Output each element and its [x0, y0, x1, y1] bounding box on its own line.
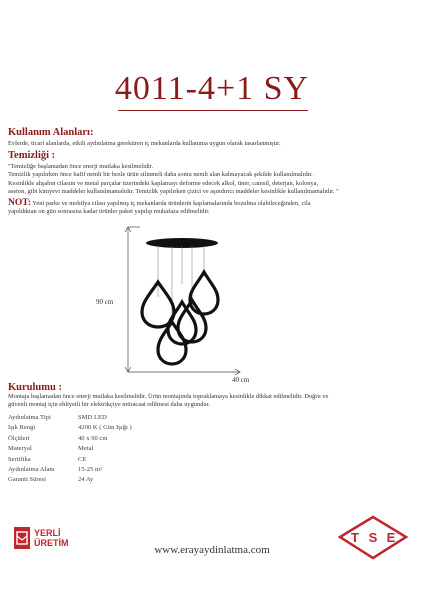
spec-key: Ölçüleri [8, 434, 30, 442]
usage-text: Evlerde, ticari alanlarda, etkili aydınlatma gerektiren iç mekanlarda kullanıma uygun olarak tasarlanmıştır. [8, 140, 281, 147]
tse-letter: S [368, 530, 378, 545]
note-text-2: yapıldıktan on gün sonrasına kadar ürünler paket yapılıp muhafaza edilmelidir. [8, 208, 210, 216]
spec-key: Garanti Süresi [8, 476, 46, 484]
teardrop-ring [190, 272, 218, 314]
width-dimension-line [128, 369, 240, 375]
spec-row [8, 475, 198, 485]
cleaning-line: aseton, gibi kimyevi maddeler kullanılmamalıdır. Temizlik yapılırken çizici ve aşındırıcı maddeler kesinlikle kullanılmamalıdır. " [8, 188, 339, 196]
product-drawing [120, 222, 320, 382]
spec-row [8, 434, 198, 444]
spec-value: 15-25 m² [78, 466, 103, 474]
spec-value: 24 Ay [78, 476, 94, 484]
width-label: 40 cm [232, 376, 250, 384]
cleaning-heading: Temizliği : [8, 150, 56, 161]
spec-row [8, 465, 198, 475]
spec-value: CE [78, 455, 87, 463]
spec-row [8, 413, 198, 423]
install-heading: Kurulumu : [8, 382, 62, 393]
cleaning-text [8, 163, 416, 197]
note-text: Yeni parke ve mobilya cilası yapılmış iç mekanlarda ürünlerin kaplamalarında bozulma olabileceğinden, cila [32, 200, 311, 207]
note-block [8, 199, 416, 217]
note-heading: NOT: [8, 198, 32, 208]
product-title: 4011-4+1 SY [114, 70, 310, 107]
cleaning-line: Temizlik yapılırken önce hafif nemli bir bezle ürün silinmeli daha sonra nemli alan kalmayacak şekilde kullanılmalıdır. [8, 171, 313, 179]
tse-letter: T [351, 530, 359, 545]
spec-row [8, 423, 198, 433]
spec-key: Aydınlatma Tipi [8, 414, 51, 421]
height-label: 90 cm [96, 298, 114, 306]
spec-key: Materyal [8, 445, 32, 453]
website-link[interactable]: www.erayaydinlatma.com [154, 544, 270, 556]
title-underline [118, 110, 308, 111]
height-dimension-line [125, 227, 140, 372]
spec-key: Işık Rengi [8, 424, 36, 432]
tse-letter: E [386, 530, 396, 545]
spec-value: 4200 K ( Gün Işığı ) [78, 424, 132, 432]
spec-key: Aydınlatma Alanı [8, 466, 55, 474]
spec-value: SMD LED [78, 414, 107, 421]
spec-row [8, 444, 198, 454]
badge-line2: ÜRETİM [34, 538, 69, 548]
spec-table [8, 407, 198, 486]
spec-value: 40 x 90 cm [78, 434, 108, 442]
install-line: Montaja başlamadan önce enerji mutlaka kesilmelidir. Ürün montajında topraklamaya kesinlikle dikkat edilmelidir. Doğru ve [8, 393, 329, 400]
tse-logo [338, 515, 408, 560]
badge-line1: YERLİ [34, 528, 61, 538]
install-line: güvenli montaj için ehliyetli bir elektrikçiye müracaat edilmesi daha uygundur. [8, 401, 210, 409]
cleaning-line: "Temizliğe başlamadan önce enerji mutlaka kesilmelidir. [8, 163, 154, 170]
spec-key: Sertifika [8, 455, 31, 463]
spec-row [8, 455, 198, 465]
cleaning-line: Kesinlikle ahşabın cilasını ve metal parçalar üzerindeki kaplamayı deforme edecek alkol, tiner, camsil, deterjan, kolonya, [8, 179, 319, 187]
spec-value: Metal [78, 445, 94, 453]
usage-heading: Kullanım Alanları: [8, 127, 94, 138]
